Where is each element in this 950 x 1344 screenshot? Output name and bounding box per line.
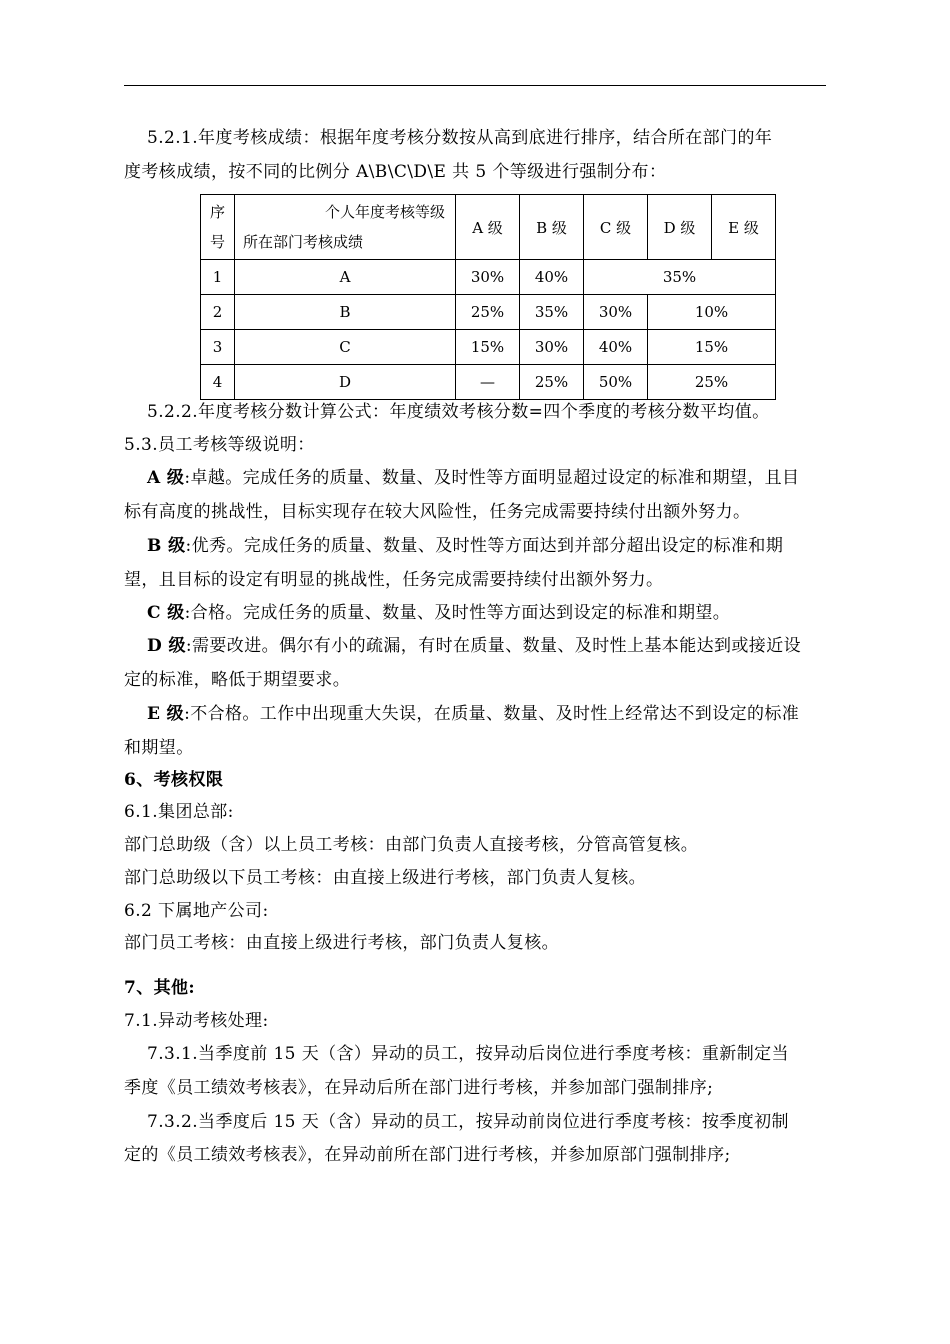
header-grade-e: E 级 (712, 195, 776, 260)
row-a-value: — (456, 365, 520, 400)
header-personal-grade: 个人年度考核等级 (324, 203, 445, 221)
section-6-title: 6、考核权限 (124, 770, 224, 790)
table-row (201, 330, 776, 365)
grade-d-line-1 (147, 634, 826, 658)
row-index: 1 (201, 260, 235, 295)
section-5-2-2: 5.2.2.年度考核分数计算公式：年度绩效考核分数=四个季度的考核分数平均值。 (147, 402, 770, 422)
header-diagonal-cell (235, 195, 456, 260)
grade-e-label: E 级 (147, 704, 185, 724)
grade-d-line-2: 定的标准，略低于期望要求。 (124, 670, 351, 690)
grade-c-line-1 (147, 601, 826, 625)
row-dept-grade: C (235, 330, 456, 365)
table-row (201, 365, 776, 400)
grade-a-desc: :卓越。完成任务的质量、数量、及时性等方面明显超过设定的标准和期望，且目 (184, 468, 800, 488)
row-c-value: 40% (584, 330, 648, 365)
row-de-value: 15% (648, 330, 776, 365)
header-grade-c: C 级 (584, 195, 648, 260)
table-row (201, 295, 776, 330)
section-7-3-2-line-1: 7.3.2.当季度后 15 天（含）异动的员工，按异动前岗位进行季度考核：按季度初制 (147, 1112, 789, 1132)
table-row (201, 260, 776, 295)
row-dept-grade: D (235, 365, 456, 400)
grade-d-label: D 级 (147, 636, 186, 656)
row-b-value: 30% (520, 330, 584, 365)
row-dept-grade: A (235, 260, 456, 295)
section-6-1: 6.1.集团总部: (124, 802, 234, 822)
row-a-value: 30% (456, 260, 520, 295)
row-b-value: 35% (520, 295, 584, 330)
grade-e-desc: :不合格。工作中出现重大失误，在质量、数量、及时性上经常达不到设定的标准 (184, 704, 800, 724)
row-cde-value: 35% (584, 260, 776, 295)
row-de-value: 10% (648, 295, 776, 330)
header-rule (124, 85, 826, 86)
grade-e-line-2: 和期望。 (124, 738, 194, 758)
row-b-value: 40% (520, 260, 584, 295)
row-index: 2 (201, 295, 235, 330)
header-grade-b: B 级 (520, 195, 584, 260)
row-a-value: 25% (456, 295, 520, 330)
section-6-2-line-1: 部门员工考核：由直接上级进行考核，部门负责人复核。 (124, 933, 559, 953)
section-5-3-title: 5.3.员工考核等级说明： (124, 435, 315, 455)
grade-b-desc: :优秀。完成任务的质量、数量、及时性等方面达到并部分超出设定的标准和期 (185, 536, 784, 556)
grade-c-label: C 级 (147, 603, 185, 623)
forced-distribution-table (200, 194, 776, 400)
section-7-title: 7、其他: (124, 978, 196, 998)
row-index: 3 (201, 330, 235, 365)
header-index-cell (201, 195, 235, 260)
header-grade-d: D 级 (648, 195, 712, 260)
row-dept-grade: B (235, 295, 456, 330)
grade-d-desc: :需要改进。偶尔有小的疏漏，有时在质量、数量、及时性上基本能达到或接近设 (185, 636, 802, 656)
header-dept-score: 所在部门考核成绩 (243, 233, 364, 251)
section-7-3-1-line-2: 季度《员工绩效考核表》，在异动后所在部门进行考核，并参加部门强制排序; (124, 1078, 714, 1098)
row-c-value: 50% (584, 365, 648, 400)
section-5-2-1-line-2: 度考核成绩，按不同的比例分 A\B\C\D\E 共 5 个等级进行强制分布： (124, 162, 667, 182)
grade-a-line-2: 标有高度的挑战性，目标实现存在较大风险性，任务完成需要持续付出额外努力。 (124, 502, 751, 522)
grade-a-line-1 (147, 466, 826, 490)
header-index-top: 序 (209, 203, 225, 221)
grade-b-line-1 (147, 534, 826, 558)
grade-c-desc: :合格。完成任务的质量、数量、及时性等方面达到设定的标准和期望。 (184, 603, 731, 623)
section-7-3-1-line-1: 7.3.1.当季度前 15 天（含）异动的员工，按异动后岗位进行季度考核：重新制定当 (147, 1044, 789, 1064)
section-5-2-1-line-1: 5.2.1.年度考核成绩：根据年度考核分数按从高到底进行排序，结合所在部门的年 (147, 128, 773, 148)
table-header-row (201, 195, 776, 260)
section-6-1-line-2: 部门总助级以下员工考核：由直接上级进行考核，部门负责人复核。 (124, 868, 646, 888)
header-grade-a: A 级 (456, 195, 520, 260)
section-7-3-2-line-2: 定的《员工绩效考核表》，在异动前所在部门进行考核，并参加原部门强制排序; (124, 1145, 731, 1165)
header-index-bottom: 号 (209, 233, 225, 251)
section-7-1: 7.1.异动考核处理: (124, 1011, 269, 1031)
row-c-value: 30% (584, 295, 648, 330)
row-de-value: 25% (648, 365, 776, 400)
grade-a-label: A 级 (147, 468, 185, 488)
grade-b-line-2: 望，且目标的设定有明显的挑战性，任务完成需要持续付出额外努力。 (124, 570, 664, 590)
row-a-value: 15% (456, 330, 520, 365)
grade-b-label: B 级 (147, 536, 186, 556)
section-6-2: 6.2 下属地产公司: (124, 901, 269, 921)
row-index: 4 (201, 365, 235, 400)
row-b-value: 25% (520, 365, 584, 400)
section-6-1-line-1: 部门总助级（含）以上员工考核：由部门负责人直接考核，分管高管复核。 (124, 835, 699, 855)
grade-e-line-1 (147, 702, 826, 726)
